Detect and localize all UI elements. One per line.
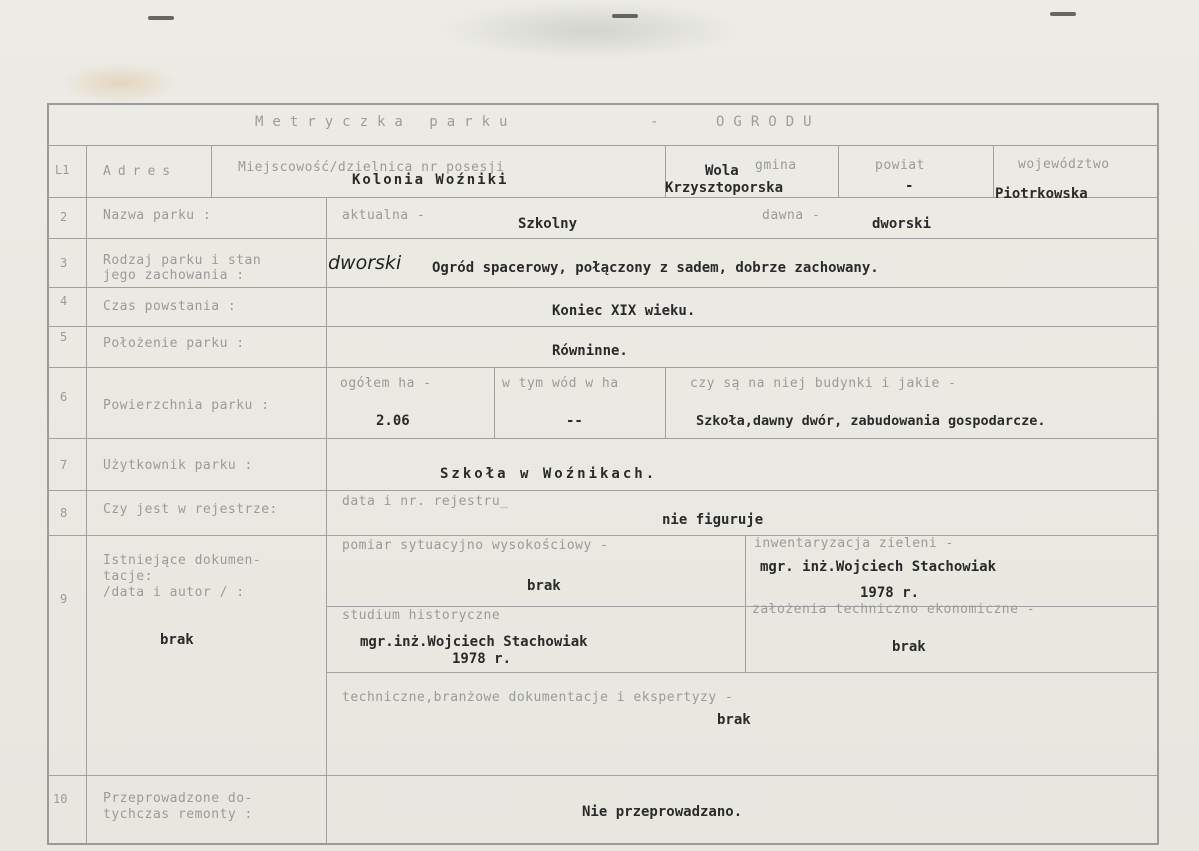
register-value: nie figuruje — [662, 512, 764, 528]
form-title: Metryczka parku — [255, 114, 517, 130]
row-number: 3 — [60, 256, 68, 270]
column-divider — [86, 145, 87, 845]
powiat-value: - — [905, 178, 914, 194]
renovations-value: Nie przeprowadzano. — [582, 804, 743, 820]
area-label: Powierzchnia parku : — [103, 398, 270, 413]
history-value: mgr.inż.Wojciech Stachowiak — [360, 634, 588, 650]
survey-label: pomiar sytuacyjno wysokościowy - — [342, 538, 609, 553]
column-divider — [838, 145, 839, 197]
user-value: Szkoła w Woźnikach. — [440, 466, 658, 482]
user-label: Użytkownik parku : — [103, 458, 253, 473]
row-number: L1 — [55, 163, 70, 177]
water-area-value: -- — [566, 413, 583, 429]
row-divider — [47, 197, 1159, 198]
inventory-value: mgr. inż.Wojciech Stachowiak — [760, 559, 997, 575]
paper-smudge — [440, 0, 740, 60]
voivodeship-label: województwo — [1018, 157, 1110, 172]
inventory-label: inwentaryzacja zieleni - — [754, 536, 954, 551]
row-divider — [47, 775, 1159, 776]
gmina-value: Krzysztoporska — [665, 180, 784, 196]
register-label: Czy jest w rejestrze: — [103, 502, 278, 517]
place-value: Kolonia Woźniki — [352, 172, 509, 188]
column-divider — [494, 367, 495, 438]
title-dash: - — [650, 114, 668, 130]
current-name-label: aktualna - — [342, 208, 426, 223]
staple-mark — [148, 16, 174, 20]
row-divider — [47, 238, 1159, 239]
powiat-label: powiat — [875, 158, 925, 173]
documentation-label: /data i autor / : — [103, 585, 245, 600]
tech-econ-label: założenia techniczno ekonomiczne - — [752, 602, 1036, 617]
register-data-label: data i nr. rejestru_ — [342, 494, 509, 509]
park-name-label: Nazwa parku : — [103, 208, 212, 223]
form-subtitle: OGRODU — [716, 114, 821, 130]
documentation-label: tacje: — [103, 569, 153, 584]
row-number: 6 — [60, 390, 68, 404]
location-value: Równinne. — [552, 343, 628, 359]
current-name-value: Szkolny — [518, 216, 578, 232]
row-divider — [47, 535, 1159, 536]
park-type-label: jego zachowania : — [103, 268, 245, 283]
former-name-value: dworski — [872, 216, 932, 232]
staple-mark — [1050, 12, 1076, 16]
documentation-value: brak — [160, 632, 194, 648]
row-divider — [47, 438, 1159, 439]
row-divider — [326, 672, 1159, 673]
row-divider — [47, 367, 1159, 368]
row-number: 4 — [60, 294, 68, 308]
branch-docs-value: brak — [717, 712, 751, 728]
location-label: Położenie parku : — [103, 336, 245, 351]
branch-docs-label: techniczne,branżowe dokumentacje i ekspertyzy - — [342, 690, 734, 705]
buildings-value: Szkoła,dawny dwór, zabudowania gospodarcze. — [696, 413, 1046, 429]
row-number: 9 — [60, 592, 68, 606]
paper-stain — [60, 62, 180, 104]
staple-mark — [612, 14, 638, 18]
place-label: Miejscowość/dzielnica nr posesji — [238, 160, 505, 175]
inventory-year: 1978 r. — [860, 585, 920, 601]
former-name-label: dawna - — [762, 208, 821, 223]
row-divider — [47, 326, 1159, 327]
row-number: 7 — [60, 458, 68, 472]
row-divider — [47, 287, 1159, 288]
creation-time-label: Czas powstania : — [103, 299, 237, 314]
row-number: 8 — [60, 506, 68, 520]
total-area-value: 2.06 — [376, 413, 410, 429]
voivodeship-value: Piotrkowska — [995, 186, 1088, 202]
handwritten-note: dworski — [328, 252, 402, 274]
gmina-value: Wola — [705, 163, 739, 179]
column-divider — [665, 367, 666, 438]
column-divider — [326, 197, 327, 845]
row-number: 5 — [60, 330, 68, 344]
tech-econ-value: brak — [892, 639, 926, 655]
column-divider — [211, 145, 212, 197]
survey-value: brak — [527, 578, 561, 594]
history-label: studium historyczne — [342, 608, 501, 623]
gmina-label: gmina — [755, 158, 797, 173]
row-divider — [47, 490, 1159, 491]
renovations-label: Przeprowadzone do- — [103, 791, 253, 806]
park-type-value: Ogród spacerowy, połączony z sadem, dobrze zachowany. — [432, 260, 879, 276]
water-area-label: w tym wód w ha — [502, 376, 619, 391]
column-divider — [993, 145, 994, 197]
history-year: 1978 r. — [452, 651, 512, 667]
creation-time-value: Koniec XIX wieku. — [552, 303, 696, 319]
documentation-label: Istniejące dokumen- — [103, 553, 262, 568]
park-type-label: Rodzaj parku i stan — [103, 253, 262, 268]
column-divider — [745, 535, 746, 672]
total-area-label: ogółem ha - — [340, 376, 432, 391]
row-number: 2 — [60, 210, 68, 224]
buildings-label: czy są na niej budynki i jakie - — [690, 376, 957, 391]
row-number: 10 — [53, 792, 68, 806]
address-label: Adres — [103, 164, 178, 179]
renovations-label: tychczas remonty : — [103, 807, 253, 822]
